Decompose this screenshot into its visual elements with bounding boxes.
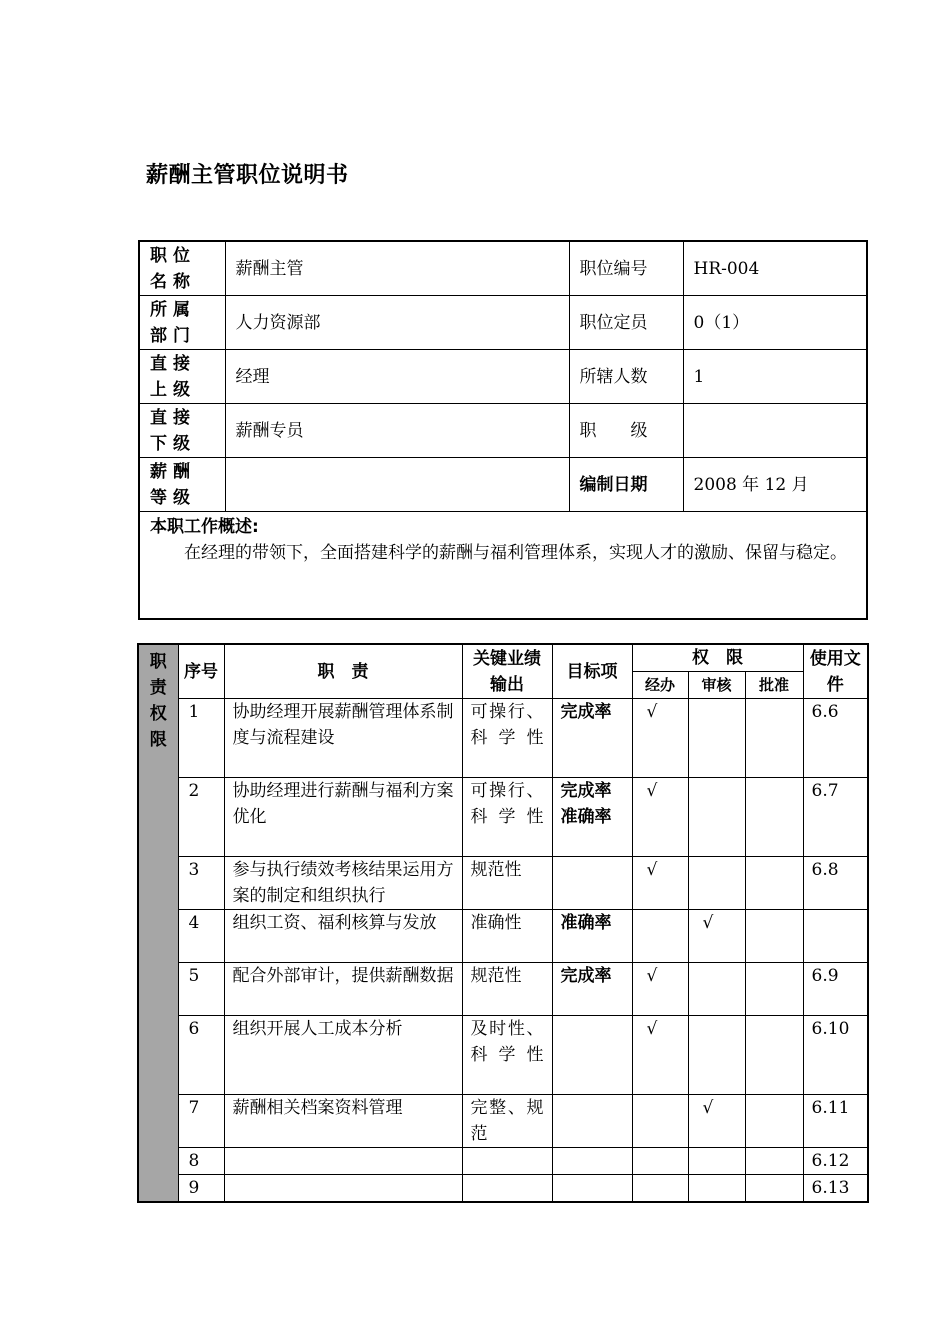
row-target: [552, 1016, 632, 1095]
table-row: [138, 1175, 868, 1203]
row-duty: [224, 1175, 462, 1203]
row-review: [688, 1016, 745, 1095]
info-label-position-name: 职位名称: [139, 241, 225, 296]
header-doc: 使用文件: [803, 644, 868, 699]
row-handle: √: [632, 963, 688, 1016]
header-handle: 经办: [632, 672, 688, 699]
row-key-output: [462, 1175, 552, 1203]
row-doc: 6.13: [803, 1175, 868, 1203]
row-key-output: 可操行、科学性: [462, 778, 552, 857]
table-row: [138, 963, 868, 1016]
row-doc: 6.12: [803, 1148, 868, 1175]
header-approve: 批准: [745, 672, 803, 699]
row-review: [688, 857, 745, 910]
info-label-subordinate-count: 所辖人数: [569, 350, 683, 404]
info-value-headcount-quota: 0（1）: [683, 296, 867, 350]
header-duty: 职 责: [224, 644, 462, 699]
row-handle: √: [632, 857, 688, 910]
info-label-subordinate: 直接下级: [139, 404, 225, 458]
row-target: [552, 1148, 632, 1175]
info-label-compile-date: 编制日期: [569, 458, 683, 512]
info-value-grade: [683, 404, 867, 458]
row-doc: 6.6: [803, 699, 868, 778]
info-summary-row: [139, 512, 867, 620]
row-duty: 配合外部审计，提供薪酬数据: [224, 963, 462, 1016]
row-target: [552, 857, 632, 910]
row-target: 完成率 准确率: [552, 778, 632, 857]
row-no: 6: [178, 1016, 224, 1095]
row-key-output: 可操行、科学性: [462, 699, 552, 778]
row-no: 3: [178, 857, 224, 910]
info-value-department: 人力资源部: [225, 296, 569, 350]
row-approve: [745, 857, 803, 910]
row-no: 2: [178, 778, 224, 857]
info-label-department: 所属部门: [139, 296, 225, 350]
info-label-headcount-quota: 职位定员: [569, 296, 683, 350]
row-duty: 参与执行绩效考核结果运用方案的制定和组织执行: [224, 857, 462, 910]
row-review: [688, 778, 745, 857]
row-target: 准确率: [552, 910, 632, 963]
row-target: [552, 1095, 632, 1148]
header-target: 目标项: [552, 644, 632, 699]
row-handle: √: [632, 778, 688, 857]
info-row: [139, 350, 867, 404]
row-duty: 组织工资、福利核算与发放: [224, 910, 462, 963]
row-review: √: [688, 910, 745, 963]
info-label-superior: 直接上级: [139, 350, 225, 404]
row-doc: 6.8: [803, 857, 868, 910]
row-key-output: 准确性: [462, 910, 552, 963]
job-summary-text: 在经理的带领下，全面搭建科学的薪酬与福利管理体系，实现人才的激励、保留与稳定。: [184, 543, 847, 563]
info-value-pay-grade: [225, 458, 569, 512]
row-review: [688, 963, 745, 1016]
row-review: [688, 1175, 745, 1203]
row-target: [552, 1175, 632, 1203]
row-duty: 协助经理进行薪酬与福利方案优化: [224, 778, 462, 857]
position-info-table: [138, 240, 868, 620]
row-key-output: [462, 1148, 552, 1175]
info-value-subordinate: 薪酬专员: [225, 404, 569, 458]
row-key-output: 及时性、科学性: [462, 1016, 552, 1095]
row-duty: 协助经理开展薪酬管理体系制度与流程建设: [224, 699, 462, 778]
duty-side-label: 职责权限: [138, 644, 178, 1202]
info-row: [139, 458, 867, 512]
row-doc: [803, 910, 868, 963]
row-approve: [745, 963, 803, 1016]
row-no: 9: [178, 1175, 224, 1203]
header-review: 审核: [688, 672, 745, 699]
row-doc: 6.10: [803, 1016, 868, 1095]
row-handle: √: [632, 1016, 688, 1095]
row-approve: [745, 910, 803, 963]
info-value-compile-date: 2008 年 12 月: [683, 458, 867, 512]
table-row: [138, 1095, 868, 1148]
duty-authority-table: [137, 643, 869, 1203]
row-handle: [632, 1095, 688, 1148]
table-row: [138, 778, 868, 857]
info-value-position-name: 薪酬主管: [225, 241, 569, 296]
row-duty: [224, 1148, 462, 1175]
header-key-output: 关键业绩输出: [462, 644, 552, 699]
duty-header-row: [138, 644, 868, 672]
row-target: 完成率: [552, 699, 632, 778]
info-value-superior: 经理: [225, 350, 569, 404]
row-approve: [745, 1016, 803, 1095]
row-no: 8: [178, 1148, 224, 1175]
row-handle: √: [632, 699, 688, 778]
info-label-position-code: 职位编号: [569, 241, 683, 296]
row-approve: [745, 1148, 803, 1175]
row-no: 5: [178, 963, 224, 1016]
header-seq: 序号: [178, 644, 224, 699]
row-handle: [632, 1175, 688, 1203]
row-key-output: 规范性: [462, 857, 552, 910]
table-row: [138, 1148, 868, 1175]
row-key-output: 规范性: [462, 963, 552, 1016]
info-label-pay-grade: 薪酬等级: [139, 458, 225, 512]
row-approve: [745, 778, 803, 857]
row-approve: [745, 699, 803, 778]
table-row: [138, 857, 868, 910]
table-row: [138, 1016, 868, 1095]
row-no: 7: [178, 1095, 224, 1148]
row-duty: 组织开展人工成本分析: [224, 1016, 462, 1095]
header-authority: 权 限: [632, 644, 803, 672]
row-approve: [745, 1175, 803, 1203]
info-row: [139, 241, 867, 296]
info-value-position-code: HR-004: [683, 241, 867, 296]
job-summary-cell: [139, 512, 867, 620]
table-row: [138, 699, 868, 778]
row-doc: 6.9: [803, 963, 868, 1016]
info-row: [139, 296, 867, 350]
row-doc: 6.11: [803, 1095, 868, 1148]
row-no: 1: [178, 699, 224, 778]
info-row: [139, 404, 867, 458]
row-review: [688, 699, 745, 778]
row-review: [688, 1148, 745, 1175]
info-label-grade: 职 级: [569, 404, 683, 458]
row-handle: [632, 1148, 688, 1175]
document-title: 薪酬主管职位说明书: [146, 163, 349, 188]
row-target: 完成率: [552, 963, 632, 1016]
info-value-subordinate-count: 1: [683, 350, 867, 404]
table-row: [138, 910, 868, 963]
row-doc: 6.7: [803, 778, 868, 857]
row-no: 4: [178, 910, 224, 963]
row-handle: [632, 910, 688, 963]
row-key-output: 完整、规范: [462, 1095, 552, 1148]
job-summary-heading: 本职工作概述:: [150, 517, 259, 537]
row-duty: 薪酬相关档案资料管理: [224, 1095, 462, 1148]
row-review: √: [688, 1095, 745, 1148]
row-approve: [745, 1095, 803, 1148]
